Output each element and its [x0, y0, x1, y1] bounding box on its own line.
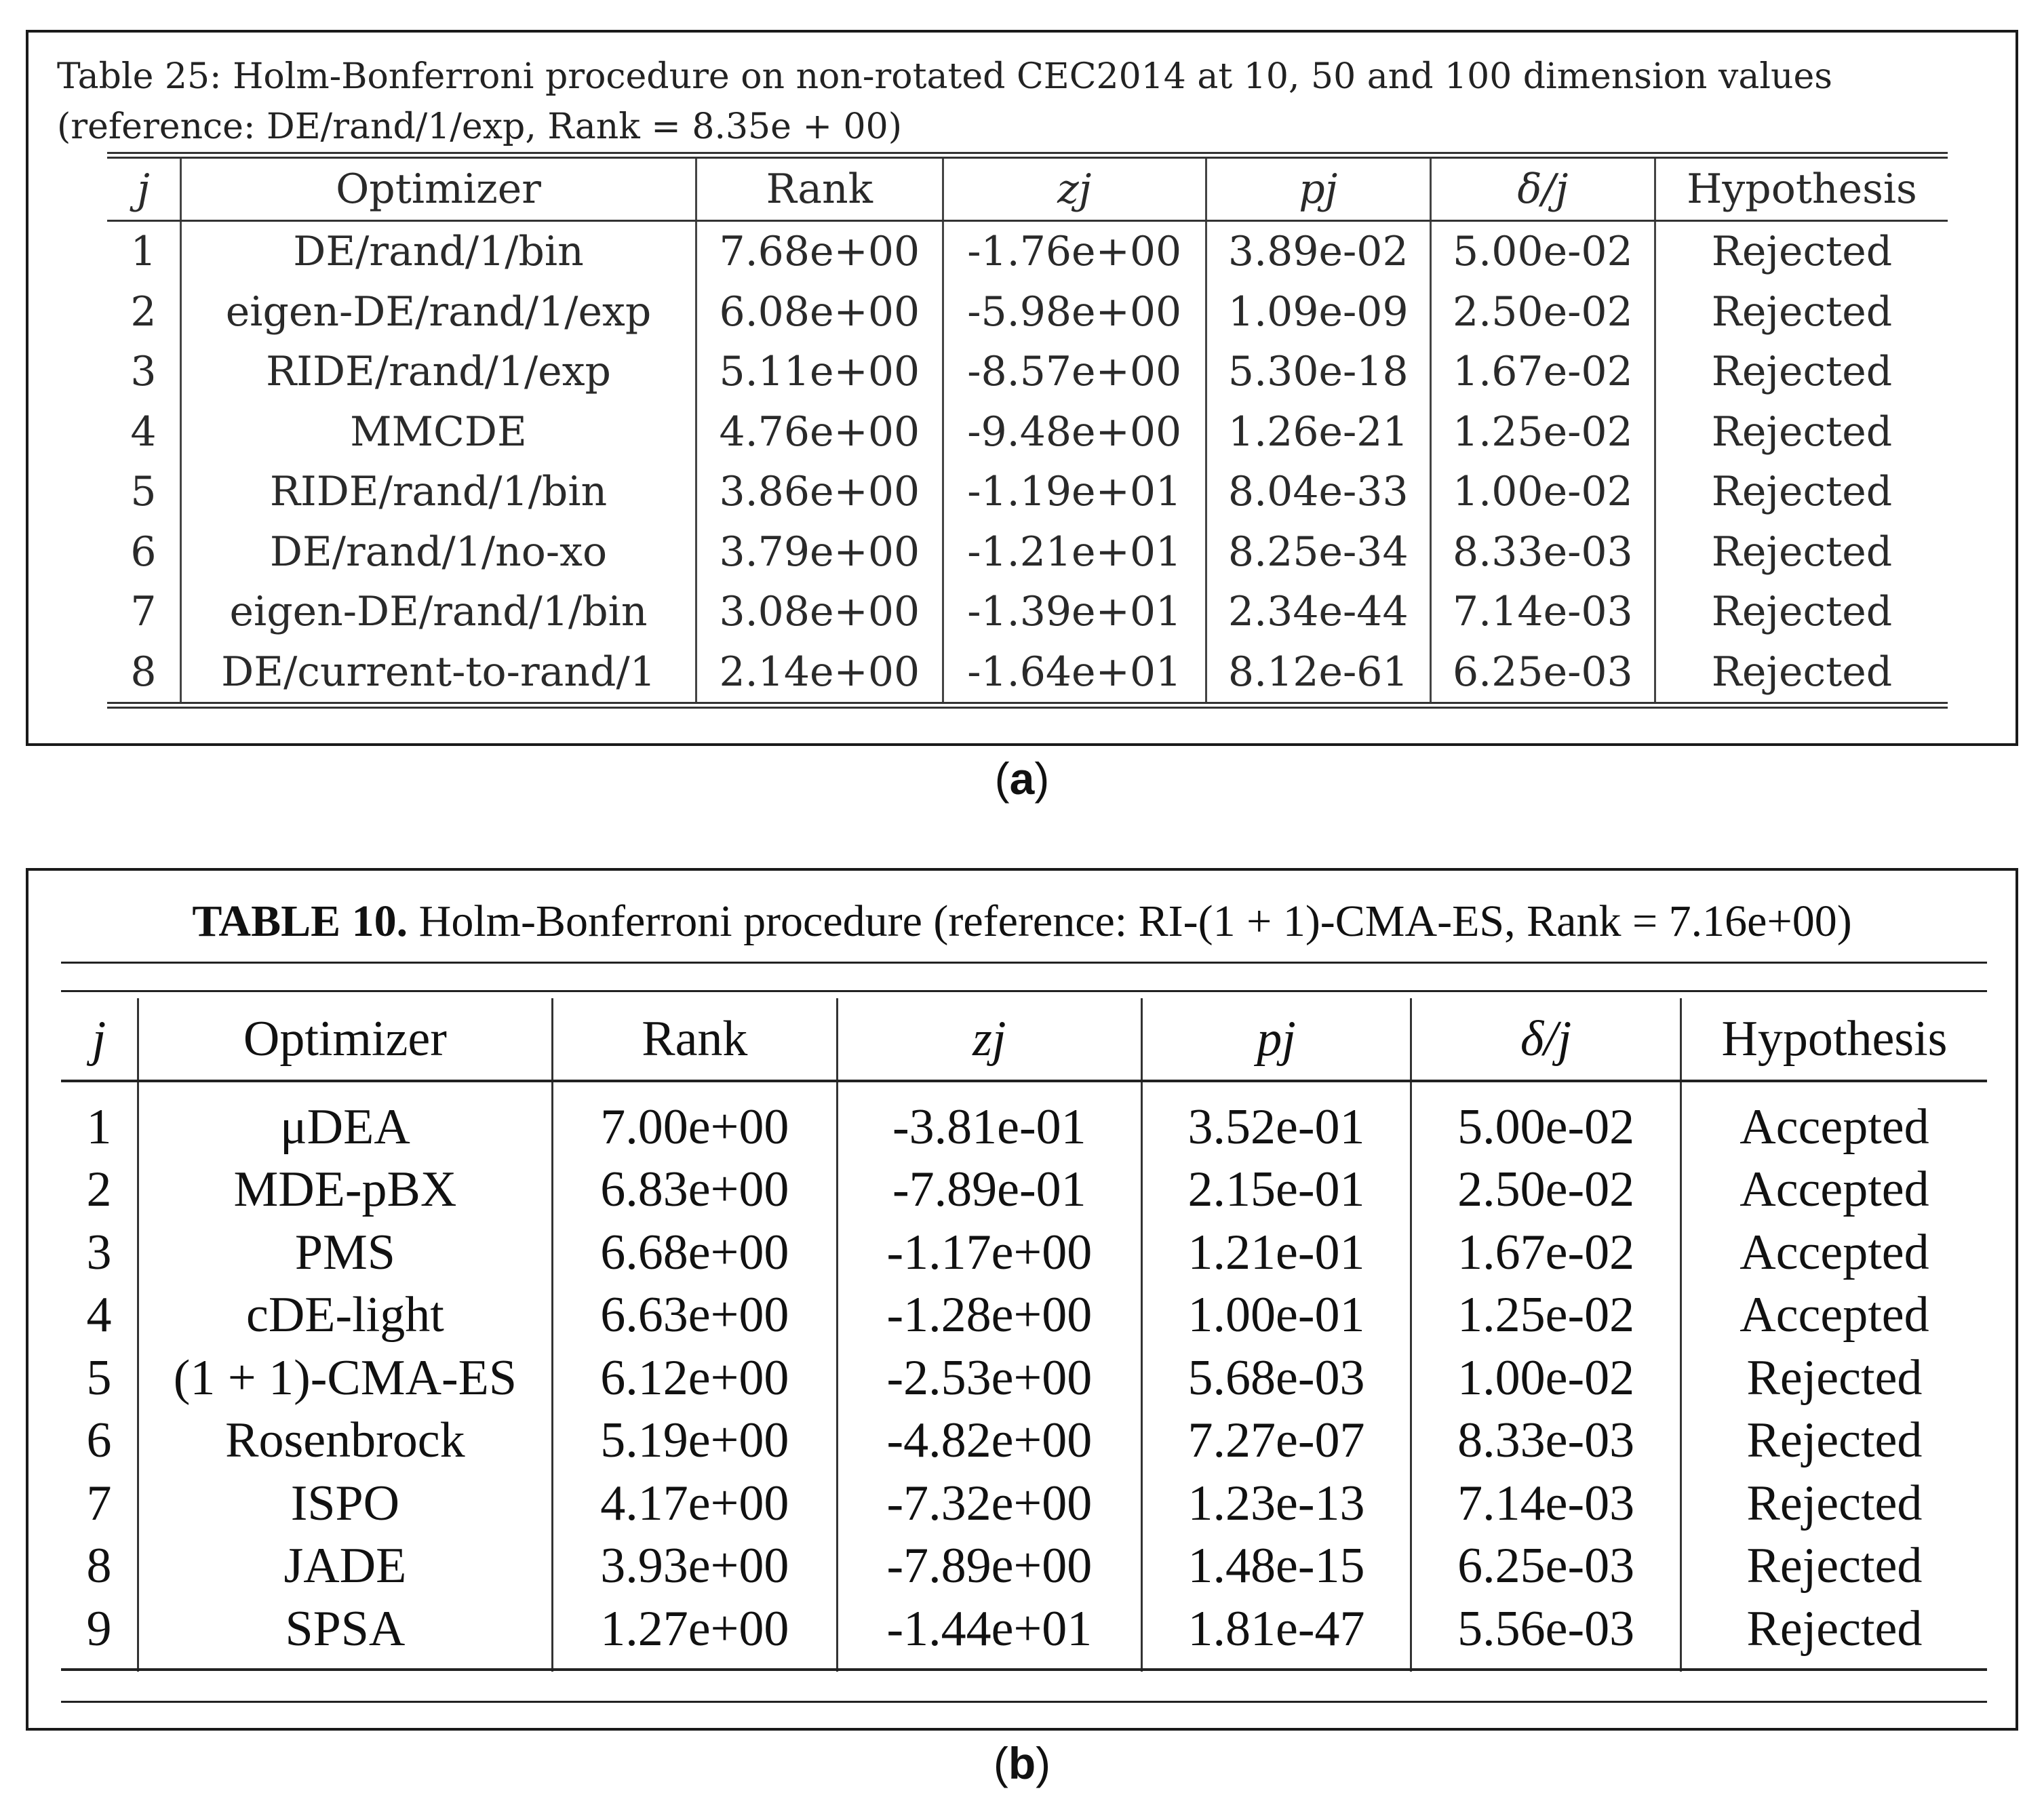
cell-delta: 7.14e-03	[1430, 582, 1655, 642]
cell-optimizer: μDEA	[138, 1081, 553, 1159]
cell-optimizer: DE/current-to-rand/1	[181, 642, 696, 706]
cell-hypothesis: Rejected	[1681, 1598, 1987, 1672]
cell-optimizer: DE/rand/1/no-xo	[181, 522, 696, 583]
column-header-rank: Rank	[552, 998, 837, 1081]
cell-rank: 3.86e+00	[696, 462, 943, 522]
table-row	[61, 1284, 1987, 1347]
column-header-optimizer: Optimizer	[138, 998, 553, 1081]
cell-optimizer: RIDE/rand/1/bin	[181, 462, 696, 522]
table-b-bottom-rule	[61, 1668, 1987, 1671]
cell-optimizer: ISPO	[138, 1472, 553, 1535]
cell-rank: 6.12e+00	[552, 1347, 837, 1410]
column-header-j: j	[61, 998, 138, 1081]
cell-rank: 5.19e+00	[552, 1410, 837, 1473]
cell-p: 3.89e-02	[1206, 221, 1430, 282]
cell-delta: 1.00e-02	[1430, 462, 1655, 522]
cell-optimizer: RIDE/rand/1/exp	[181, 342, 696, 402]
cell-delta: 2.50e-02	[1411, 1159, 1681, 1222]
cell-z: -9.48e+00	[943, 402, 1206, 462]
table-b-container	[61, 998, 1987, 1672]
cell-hypothesis: Accepted	[1681, 1221, 1987, 1284]
table-row	[107, 522, 1948, 583]
table-b-top-rule	[61, 962, 1987, 964]
table-b-caption-text: Holm-Bonferroni procedure (reference: RI-(1 + 1)-CMA-ES, Rank = 7.16e+00)	[418, 897, 1852, 946]
cell-j: 1	[130, 228, 157, 276]
table-row	[61, 1347, 1987, 1410]
table-row	[107, 342, 1948, 402]
cell-delta: 1.00e-02	[1411, 1347, 1681, 1410]
cell-hypothesis: Rejected	[1655, 221, 1948, 282]
cell-p: 8.25e-34	[1206, 522, 1430, 583]
cell-optimizer: MDE-pBX	[138, 1159, 553, 1222]
cell-rank: 6.83e+00	[552, 1159, 837, 1222]
cell-z: -1.19e+01	[943, 462, 1206, 522]
column-header-hypothesis: Hypothesis	[1655, 155, 1948, 221]
cell-z: -8.57e+00	[943, 342, 1206, 402]
cell-delta: 6.25e-03	[1430, 642, 1655, 706]
cell-hypothesis: Accepted	[1681, 1081, 1987, 1159]
cell-hypothesis: Rejected	[1655, 342, 1948, 402]
column-header-j: j	[107, 155, 181, 221]
cell-delta: 5.00e-02	[1411, 1081, 1681, 1159]
cell-delta: 8.33e-03	[1411, 1410, 1681, 1473]
column-header-rank: Rank	[696, 155, 943, 221]
table-b-header-row	[61, 998, 1987, 1081]
cell-optimizer: PMS	[138, 1221, 553, 1284]
cell-p: 5.30e-18	[1206, 342, 1430, 402]
cell-delta: 1.25e-02	[1411, 1284, 1681, 1347]
cell-z: -4.82e+00	[838, 1410, 1142, 1473]
cell-rank: 4.76e+00	[696, 402, 943, 462]
cell-j: 6	[130, 528, 157, 576]
table-row	[107, 582, 1948, 642]
cell-p: 2.34e-44	[1206, 582, 1430, 642]
table-row	[61, 1535, 1987, 1598]
cell-delta: 2.50e-02	[1430, 282, 1655, 342]
cell-p: 1.09e-09	[1206, 282, 1430, 342]
table-row	[61, 1472, 1987, 1535]
cell-rank: 6.68e+00	[552, 1221, 837, 1284]
cell-p: 8.12e-61	[1206, 642, 1430, 706]
cell-hypothesis: Accepted	[1681, 1284, 1987, 1347]
cell-hypothesis: Rejected	[1681, 1347, 1987, 1410]
panel-a-letter: a	[1009, 753, 1035, 804]
table-b	[61, 998, 1987, 1672]
table-b-caption-number: TABLE 10.	[192, 897, 408, 946]
cell-optimizer: (1 + 1)-CMA-ES	[138, 1347, 553, 1410]
column-header-p: pj	[1141, 998, 1411, 1081]
cell-j: 1	[86, 1099, 112, 1155]
table-a-body	[107, 221, 1948, 706]
cell-p: 1.48e-15	[1141, 1535, 1411, 1598]
cell-delta: 1.67e-02	[1430, 342, 1655, 402]
table-b-top-rule-2	[61, 990, 1987, 992]
cell-z: -7.32e+00	[838, 1472, 1142, 1535]
cell-j: 8	[107, 642, 181, 706]
table-b-body	[61, 1081, 1987, 1672]
cell-z: -3.81e-01	[838, 1081, 1142, 1159]
cell-hypothesis: Accepted	[1681, 1159, 1987, 1222]
cell-z: -1.64e+01	[943, 642, 1206, 706]
column-header-p: pj	[1206, 155, 1430, 221]
cell-rank: 3.79e+00	[696, 522, 943, 583]
cell-hypothesis: Rejected	[1655, 642, 1948, 706]
cell-z: -2.53e+00	[838, 1347, 1142, 1410]
table-row	[61, 1598, 1987, 1672]
table-row	[61, 1081, 1987, 1159]
cell-hypothesis: Rejected	[1655, 522, 1948, 583]
cell-delta: 5.56e-03	[1411, 1598, 1681, 1672]
cell-z: -7.89e-01	[838, 1159, 1142, 1222]
cell-p: 1.26e-21	[1206, 402, 1430, 462]
cell-hypothesis: Rejected	[1655, 462, 1948, 522]
column-header-z: zj	[838, 998, 1142, 1081]
cell-z: -7.89e+00	[838, 1535, 1142, 1598]
cell-delta: 5.00e-02	[1430, 221, 1655, 282]
cell-p: 1.81e-47	[1141, 1598, 1411, 1672]
cell-rank: 6.63e+00	[552, 1284, 837, 1347]
cell-rank: 6.08e+00	[696, 282, 943, 342]
cell-z: -1.21e+01	[943, 522, 1206, 583]
cell-j: 9	[86, 1600, 112, 1657]
cell-rank: 7.00e+00	[552, 1081, 837, 1159]
table-a-header-row	[107, 155, 1948, 221]
cell-delta: 1.67e-02	[1411, 1221, 1681, 1284]
cell-p: 1.23e-13	[1141, 1472, 1411, 1535]
column-header-z: zj	[943, 155, 1206, 221]
cell-j: 2	[130, 288, 157, 336]
cell-delta: 6.25e-03	[1411, 1535, 1681, 1598]
cell-p: 8.04e-33	[1206, 462, 1430, 522]
cell-j: 2	[86, 1162, 112, 1218]
cell-j: 5	[86, 1350, 112, 1406]
column-header-delta: δ/j	[1430, 155, 1655, 221]
table-row	[107, 462, 1948, 522]
cell-z: -1.39e+01	[943, 582, 1206, 642]
cell-optimizer: JADE	[138, 1535, 553, 1598]
cell-rank: 1.27e+00	[552, 1598, 837, 1672]
cell-j: 4	[86, 1287, 112, 1343]
cell-optimizer: cDE-light	[138, 1284, 553, 1347]
cell-p: 1.21e-01	[1141, 1221, 1411, 1284]
column-header-delta: δ/j	[1411, 998, 1681, 1081]
cell-hypothesis: Rejected	[1655, 402, 1948, 462]
cell-optimizer: Rosenbrock	[138, 1410, 553, 1473]
cell-j: 4	[130, 408, 157, 456]
cell-rank: 5.11e+00	[696, 342, 943, 402]
table-a-container	[107, 152, 1948, 709]
cell-p: 2.15e-01	[1141, 1159, 1411, 1222]
cell-p: 1.00e-01	[1141, 1284, 1411, 1347]
cell-j: 5	[130, 468, 157, 516]
panel-b-label: (b)	[993, 1738, 1051, 1788]
cell-j: 3	[130, 348, 157, 396]
cell-p: 7.27e-07	[1141, 1410, 1411, 1473]
table-row	[107, 221, 1948, 282]
cell-j: 7	[130, 588, 157, 636]
table-row	[61, 1159, 1987, 1222]
cell-delta: 1.25e-02	[1430, 402, 1655, 462]
cell-hypothesis: Rejected	[1681, 1410, 1987, 1473]
table-panel-a	[26, 30, 2018, 746]
table-b-caption	[28, 891, 2016, 952]
cell-j: 8	[86, 1538, 112, 1594]
cell-p: 3.52e-01	[1141, 1081, 1411, 1159]
cell-j: 3	[86, 1224, 112, 1280]
column-header-hypothesis: Hypothesis	[1681, 998, 1987, 1081]
cell-hypothesis: Rejected	[1655, 282, 1948, 342]
cell-optimizer: eigen-DE/rand/1/exp	[181, 282, 696, 342]
cell-hypothesis: Rejected	[1681, 1472, 1987, 1535]
cell-hypothesis: Rejected	[1655, 582, 1948, 642]
cell-z: -1.76e+00	[943, 221, 1206, 282]
table-panel-b	[26, 868, 2018, 1731]
cell-j: 7	[86, 1475, 112, 1531]
table-row	[61, 1221, 1987, 1284]
cell-optimizer: eigen-DE/rand/1/bin	[181, 582, 696, 642]
cell-rank: 7.68e+00	[696, 221, 943, 282]
cell-j: 6	[86, 1413, 112, 1469]
panel-a-label: (a)	[994, 753, 1050, 804]
table-row	[61, 1410, 1987, 1473]
cell-p: 5.68e-03	[1141, 1347, 1411, 1410]
cell-z: -5.98e+00	[943, 282, 1206, 342]
cell-delta: 7.14e-03	[1411, 1472, 1681, 1535]
cell-z: -1.28e+00	[838, 1284, 1142, 1347]
table-a-caption: Table 25: Holm-Bonferroni procedure on non-rotated CEC2014 at 10, 50 and 100 dimension values (reference: DE/rand/1/exp, Rank = 8.35e + 00)	[57, 56, 1832, 147]
cell-optimizer: SPSA	[138, 1598, 553, 1672]
table-a	[107, 152, 1948, 709]
table-row	[107, 282, 1948, 342]
cell-rank: 3.93e+00	[552, 1535, 837, 1598]
table-row	[107, 642, 1948, 706]
cell-optimizer: DE/rand/1/bin	[181, 221, 696, 282]
cell-z: -1.17e+00	[838, 1221, 1142, 1284]
cell-delta: 8.33e-03	[1430, 522, 1655, 583]
panel-b-letter: b	[1008, 1738, 1036, 1788]
cell-rank: 4.17e+00	[552, 1472, 837, 1535]
table-row	[107, 402, 1948, 462]
cell-rank: 3.08e+00	[696, 582, 943, 642]
cell-rank: 2.14e+00	[696, 642, 943, 706]
cell-optimizer: MMCDE	[181, 402, 696, 462]
table-b-bottom-rule-2	[61, 1701, 1987, 1703]
cell-hypothesis: Rejected	[1681, 1535, 1987, 1598]
cell-z: -1.44e+01	[838, 1598, 1142, 1672]
column-header-optimizer: Optimizer	[181, 155, 696, 221]
